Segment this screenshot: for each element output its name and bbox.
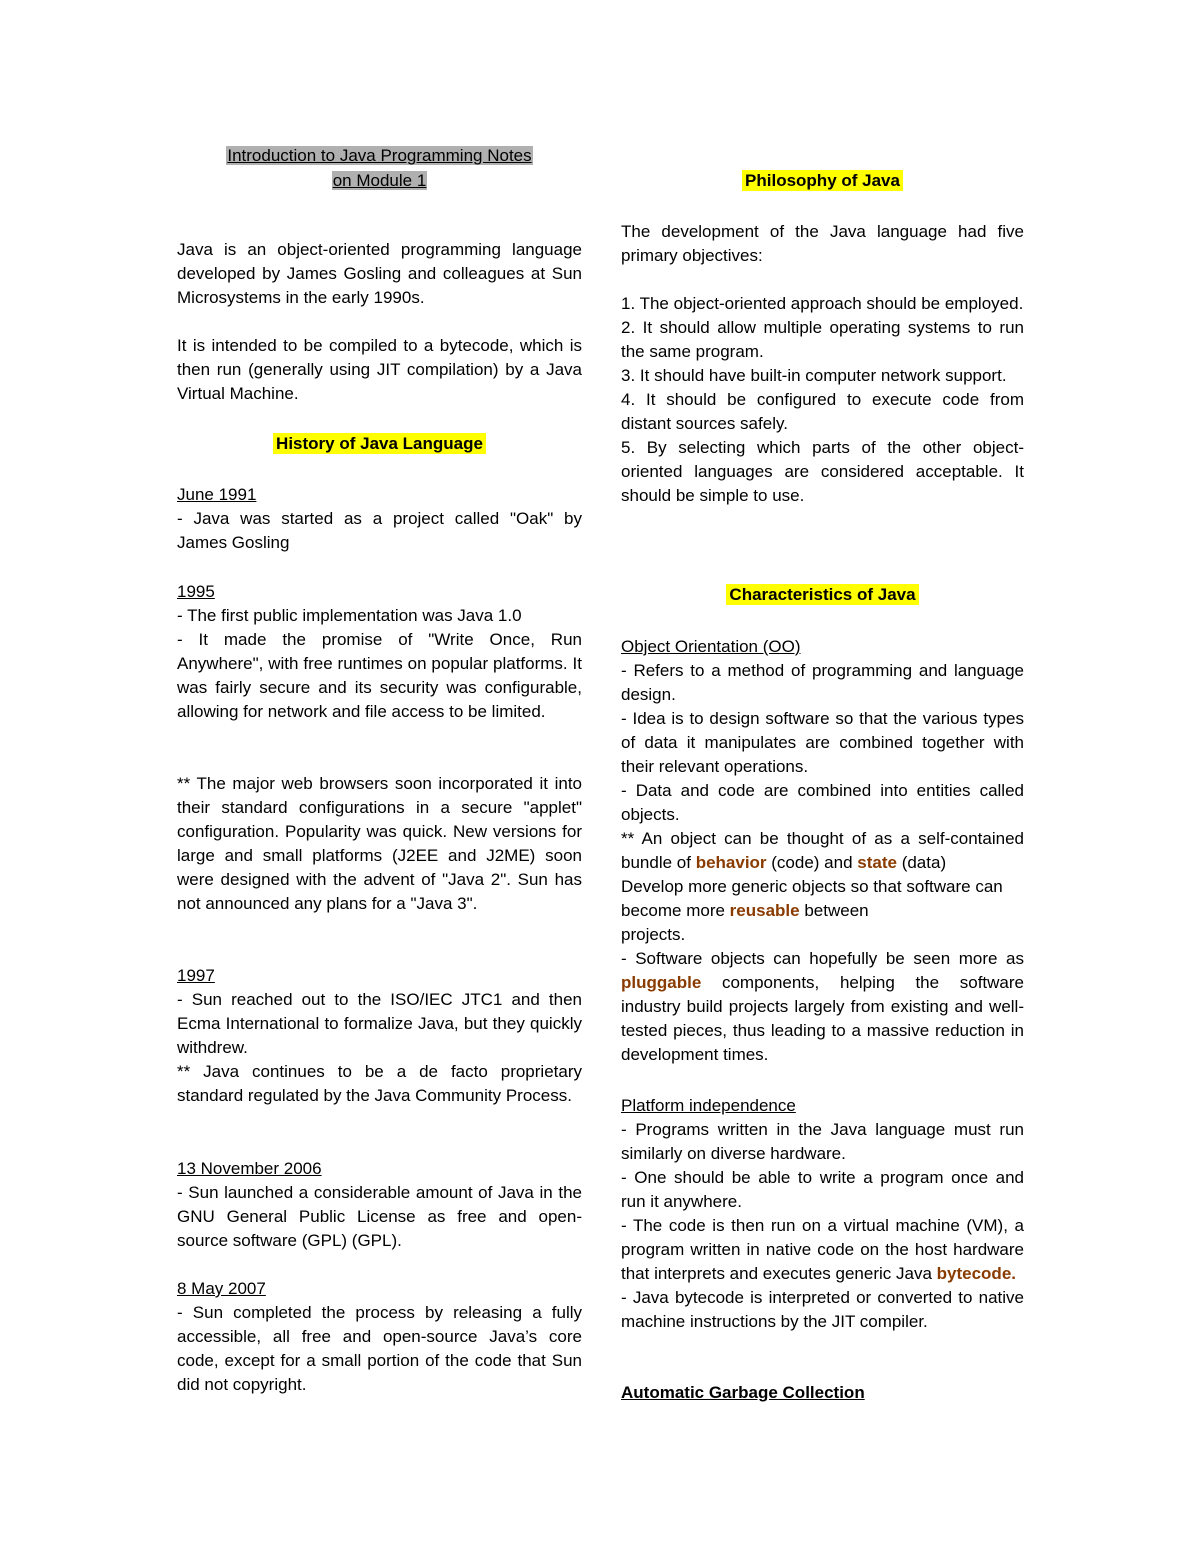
- philosophy-heading-wrap: [621, 169, 1024, 193]
- text-run: components, helping the software industry build projects largely from existing and well-tested pieces, thus leading to a massive reduction in development times.: [621, 973, 1024, 1064]
- platform-line: - Programs written in the Java language must run similarly on diverse hardware.: [621, 1120, 1024, 1163]
- text-run: - The code is then run on a virtual machine (VM), a program written in native code on the host hardware that interprets and executes generic Java: [621, 1216, 1024, 1283]
- list-item: 1. The object-oriented approach should be employed.: [621, 294, 1024, 313]
- history-line: - Sun reached out to the ISO/IEC JTC1 and then Ecma International to formalize Java, but they quickly withdrew.: [177, 990, 582, 1057]
- history-line: - The first public implementation was Java 1.0: [177, 606, 522, 625]
- text-run: (code) and: [766, 853, 858, 872]
- keyword-reusable: reusable: [729, 901, 800, 920]
- list-item: 4. It should be configured to execute code from distant sources safely.: [621, 390, 1024, 433]
- characteristics-heading-wrap: [621, 583, 1024, 607]
- platform-line: - Java bytecode is interpreted or converted to native machine instructions by the JIT compiler.: [621, 1288, 1024, 1331]
- history-line: - It made the promise of "Write Once, Run Anywhere", with free runtimes on popular platforms. It was fairly secure and its security was configurable, allowing for network and file access to be limited.: [177, 630, 582, 721]
- history-date: 13 November 2006: [177, 1159, 322, 1178]
- history-date: 8 May 2007: [177, 1279, 266, 1298]
- history-heading-wrap: [177, 432, 582, 456]
- platform-line-bytecode: [621, 1214, 1024, 1286]
- keyword-state: state: [857, 853, 897, 872]
- history-date: 1997: [177, 966, 215, 985]
- list-item: 2. It should allow multiple operating systems to run the same program.: [621, 318, 1024, 361]
- title-line-2: on Module 1: [332, 171, 427, 190]
- platform-line: - One should be able to write a program once and run it anywhere.: [621, 1168, 1024, 1211]
- text-run: between: [799, 901, 869, 920]
- history-entry-1991: [177, 483, 582, 555]
- characteristics-heading: Characteristics of Java: [726, 584, 918, 605]
- history-entry-2006: [177, 1157, 582, 1253]
- intro-paragraph-1: Java is an object-oriented programming language developed by James Gosling and colleagues at Sun Microsystems in the early 1990s.: [177, 240, 582, 307]
- gc-heading: Automatic Garbage Collection: [621, 1383, 865, 1402]
- philosophy-heading: Philosophy of Java: [742, 170, 903, 191]
- history-line: - Sun launched a considerable amount of Java in the GNU General Public License as free and open-source software (GPL) (GPL).: [177, 1183, 582, 1250]
- text-run: projects.: [621, 925, 686, 944]
- history-heading: History of Java Language: [273, 433, 486, 454]
- history-date: 1995: [177, 582, 215, 601]
- intro-paragraph-2: It is intended to be compiled to a bytecode, which is then run (generally using JIT compilation) by a Java Virtual Machine.: [177, 336, 582, 403]
- history-note-browsers: ** The major web browsers soon incorporated it into their standard configurations in a secure "applet" configuration. Popularity was quick. New versions for large and small platforms (J2EE and J2ME) soon were designed with the advent of "Java 2". Sun has not announced any plans for a "Java 3".: [177, 774, 582, 913]
- text-run: (data): [896, 853, 947, 872]
- oo-line-reusable: [621, 875, 1024, 947]
- history-line: ** Java continues to be a de facto proprietary standard regulated by the Java Community Process.: [177, 1062, 582, 1105]
- oo-heading: Object Orientation (OO): [621, 637, 801, 656]
- document-title: [177, 143, 582, 193]
- history-entry-2007: [177, 1277, 582, 1397]
- history-line: - Sun completed the process by releasing a fully accessible, all free and open-source Java’s core code, except for a small portion of the code that Sun did not copyright.: [177, 1303, 582, 1394]
- platform-heading: Platform independence: [621, 1096, 796, 1115]
- history-date: June 1991: [177, 485, 257, 504]
- platform-section: [621, 1094, 1024, 1334]
- oo-line-pluggable: [621, 947, 1024, 1067]
- history-line: - Java was started as a project called "Oak" by James Gosling: [177, 509, 582, 552]
- oo-line: - Data and code are combined into entities called objects.: [621, 781, 1024, 824]
- text-run: ** An object can be thought of as a self-contained bundle of: [621, 829, 1024, 872]
- oo-line: - Refers to a method of programming and language design.: [621, 661, 1024, 704]
- keyword-behavior: behavior: [695, 853, 767, 872]
- list-item: 5. By selecting which parts of the other object-oriented languages are considered acceptable. It should be simple to use.: [621, 438, 1024, 505]
- keyword-bytecode: bytecode.: [936, 1264, 1016, 1283]
- oo-line-object: [621, 827, 1024, 875]
- history-entry-1995: [177, 580, 582, 724]
- keyword-pluggable: pluggable: [621, 973, 702, 992]
- text-run: - Software objects can hopefully be seen more as: [621, 949, 1024, 968]
- philosophy-intro: The development of the Java language had five primary objectives:: [621, 222, 1024, 265]
- objectives-list: [621, 292, 1024, 508]
- oo-line: - Idea is to design software so that the various types of data it manipulates are combined together with their relevant operations.: [621, 709, 1024, 776]
- title-line-1: Introduction to Java Programming Notes: [227, 146, 532, 165]
- list-item: 3. It should have built-in computer network support.: [621, 366, 1007, 385]
- history-entry-1997: [177, 964, 582, 1108]
- text-run: Develop more generic objects so that software can become more: [621, 877, 1003, 920]
- oo-section: [621, 635, 1024, 1067]
